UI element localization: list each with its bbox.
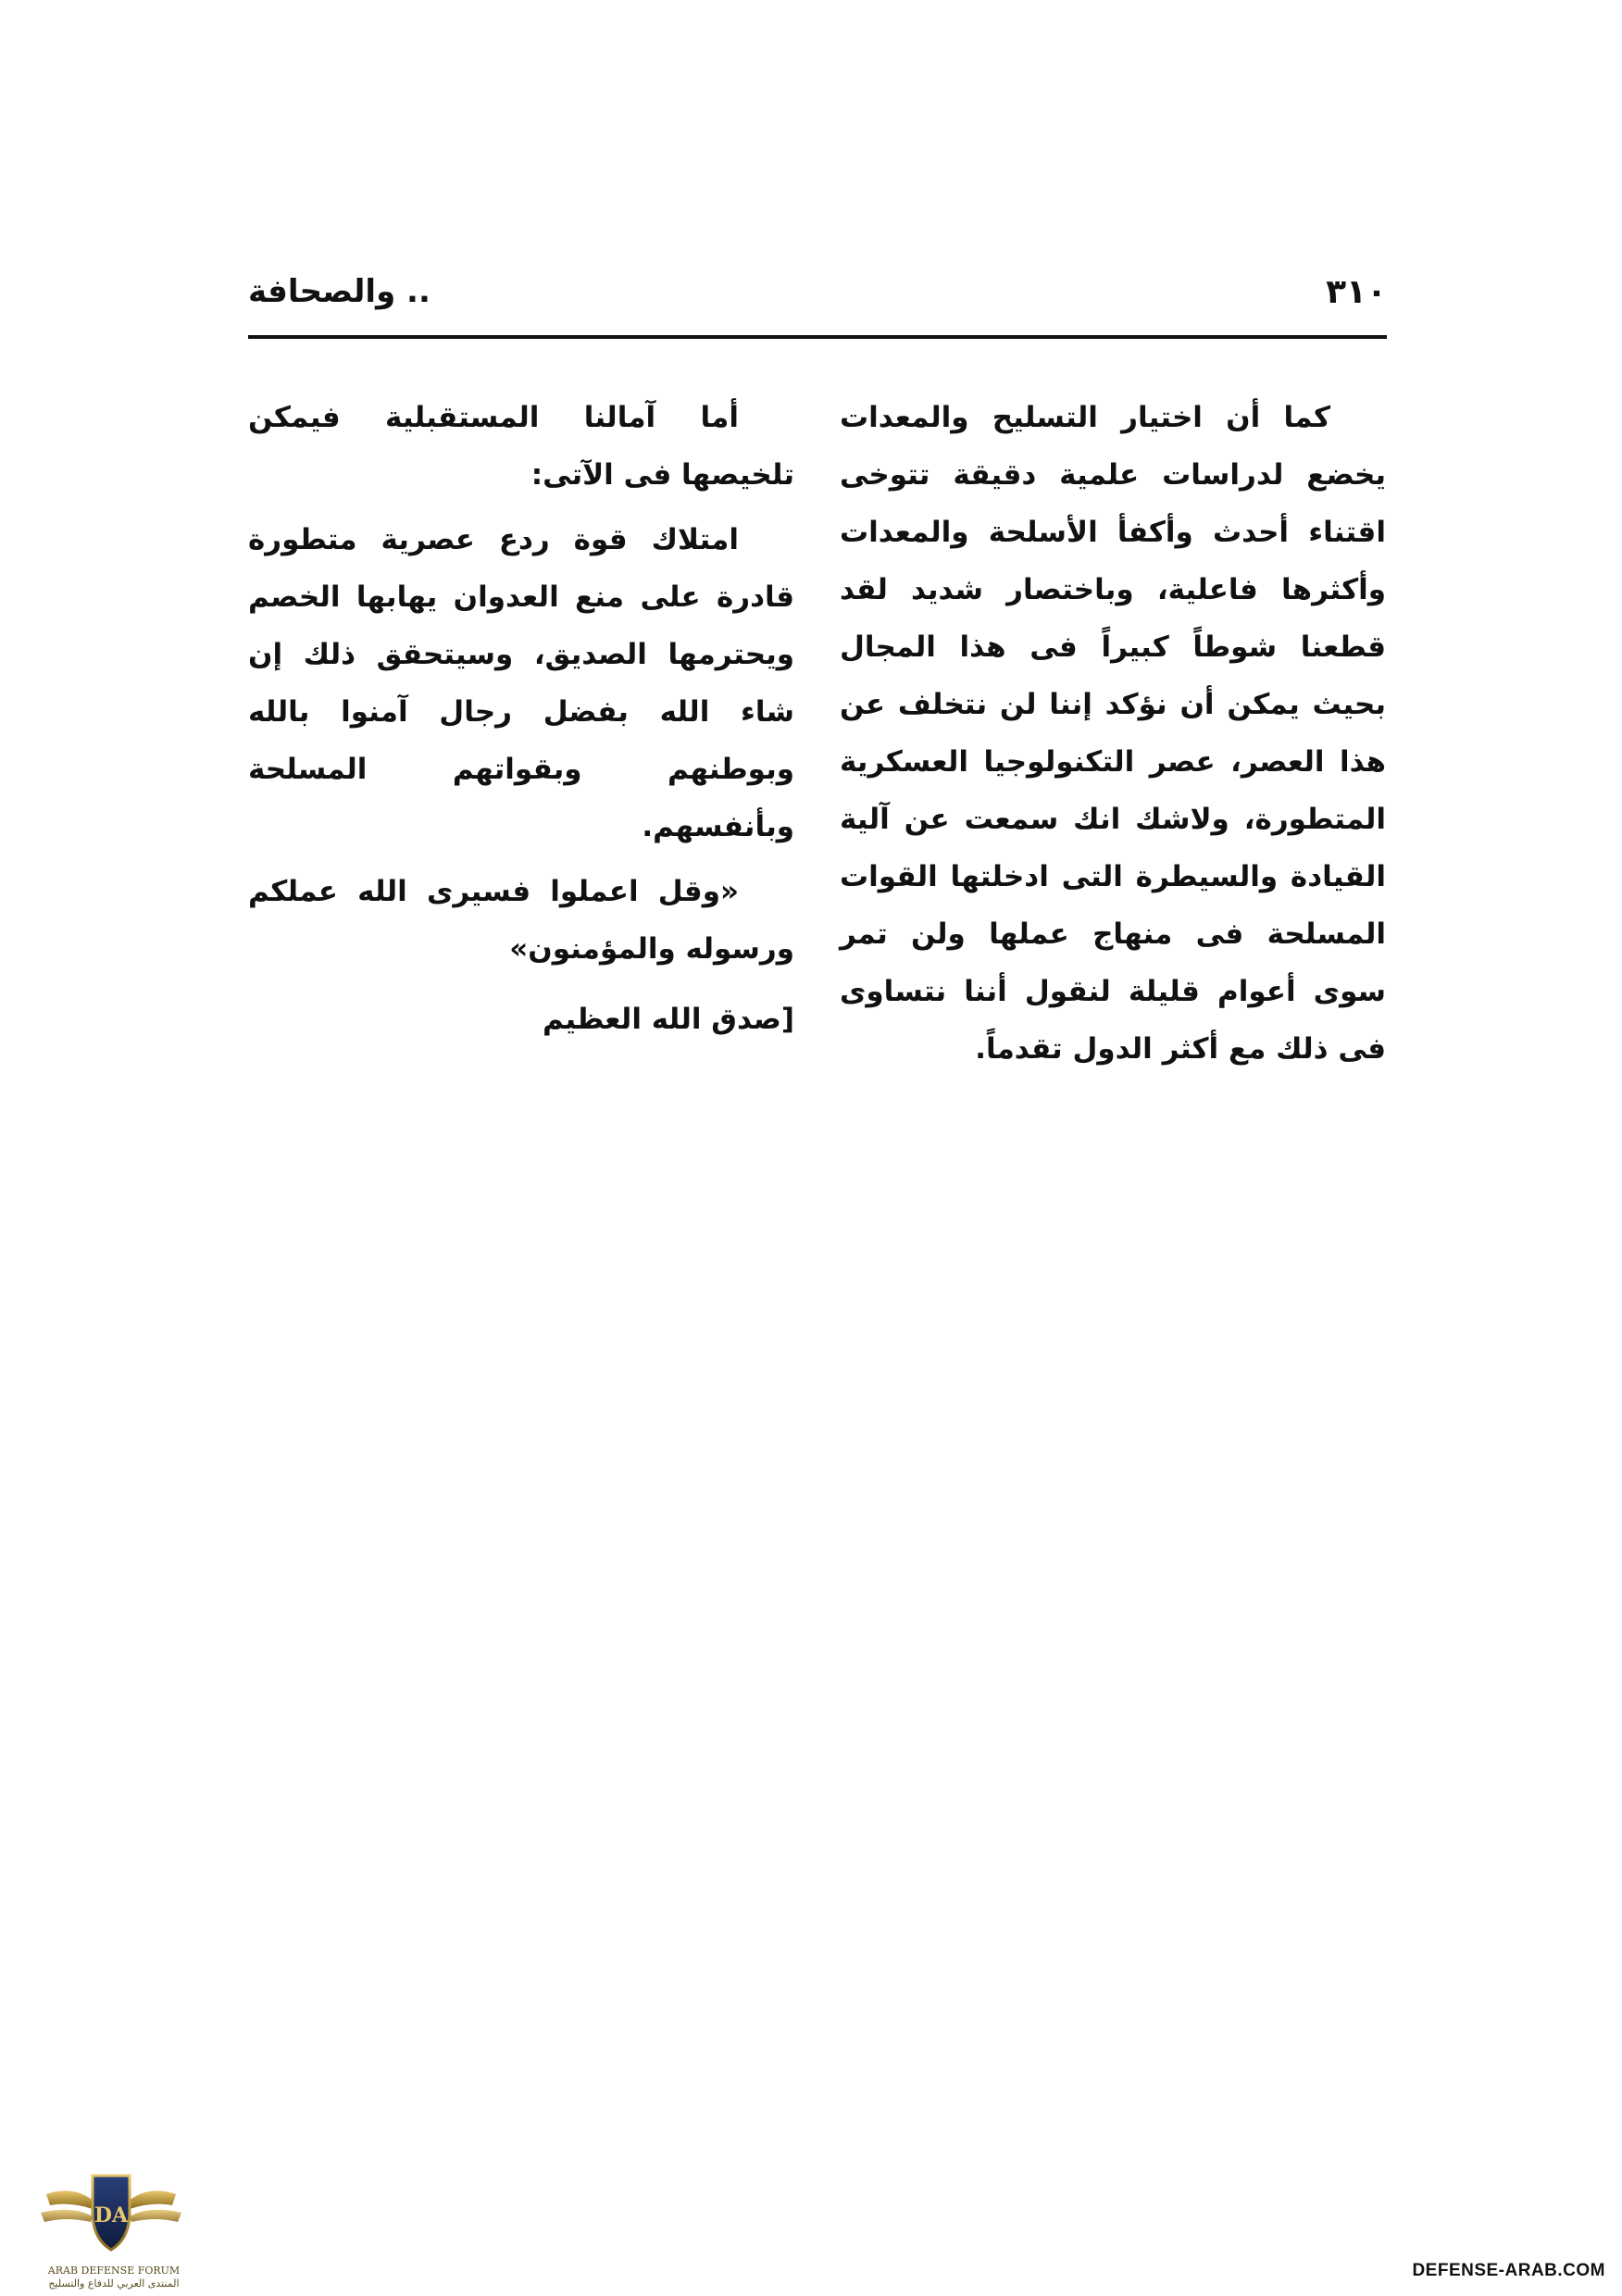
logo-caption-ar: المنتدى العربي للدفاع والتسليح — [48, 2277, 180, 2290]
paragraph: كما أن اختيار التسليح والمعدات يخضع لدراسات علمية دقيقة تتوخى اقتناء أحدث وأكفأ الأسلحة والمعدات وأكثرها فاعلية، وباختصار شديد لقد قطعنا شوطاً كبيراً فى هذا المجال بحيث يمكن أن نؤكد إننا لن نتخلف عن هذا العصر، عصر التكنولوجيا العسكرية المتطورة، ولاشك انك سمعت عن آلية القيادة والسيطرة التى ادخلتها القوات المسلحة فى منهاج عملها ولن تمر سوى أعوام قليلة لنقول أننا نتساوى فى ذلك مع أكثر الدول تقدماً. — [840, 401, 1386, 1066]
logo-monogram: DA — [94, 2203, 129, 2227]
quran-quote: «وقل اعملوا فسيرى الله عملكم ورسوله والمؤمنون» — [248, 875, 794, 966]
page-header — [248, 273, 1387, 329]
header-rule — [248, 335, 1387, 339]
paragraph: امتلاك قوة ردع عصرية متطورة قادرة على منع العدوان يهابها الخصم ويحترمها الصديق، وسيتحقق ذلك إن شاء الله بفضل رجال آمنوا بالله وبوطنهم وبقواتهم المسلحة وبأنفسهم. — [248, 523, 794, 843]
logo-caption-en: ARAB DEFENSE FORUM — [47, 2265, 181, 2277]
eagle-shield-icon — [37, 2157, 185, 2268]
page-number: ٣١٠ — [1326, 273, 1387, 311]
right-column — [840, 389, 1386, 1085]
left-column — [248, 389, 794, 1055]
watermark-url: DEFENSE-ARAB.COM — [1412, 2261, 1605, 2280]
logo-caption — [26, 2265, 202, 2290]
paragraph: أما آمالنا المستقبلية فيمكن تلخيصها فى الآتى: — [248, 401, 794, 492]
running-title: .. والصحافة — [248, 273, 430, 310]
quote-attribution: [صدق الله العظيم — [543, 1003, 794, 1036]
